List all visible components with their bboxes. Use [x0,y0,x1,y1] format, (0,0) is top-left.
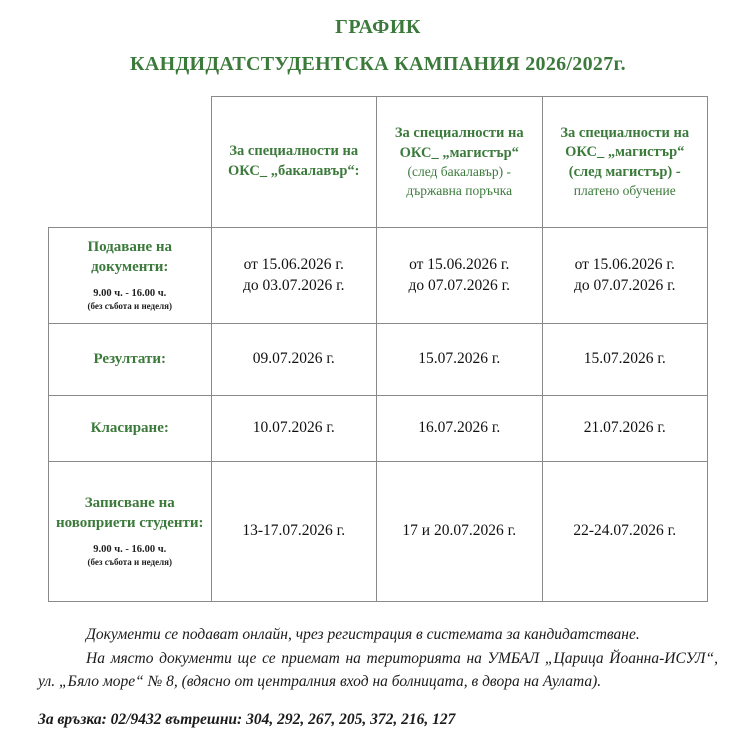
table-corner-cell [49,97,212,228]
page-title: ГРАФИК [335,16,421,38]
row-label-ranking [49,396,212,462]
row-label-documents-hours: 9.00 ч. - 16.00 ч. [93,288,167,300]
cell-ranking-master-state [377,396,543,462]
column-header-master-state [377,97,543,228]
row-label-ranking-text: Класиране: [90,419,169,436]
row-label-results-text: Резултати: [93,350,167,367]
cell-results-master-state-date: 15.07.2026 г. [418,350,501,368]
title-block [0,0,756,80]
cell-ranking-master-state-date: 16.07.2026 г. [418,419,501,437]
column-header-bachelor-main: За специалности на ОКС_ „бакалавър“: [228,143,360,179]
cell-results-bachelor-date: 09.07.2026 г. [252,350,335,368]
row-label-enrollment-days: (без събота и неделя) [87,556,172,567]
cell-enrollment-bachelor-date: 13-17.07.2026 г. [242,522,346,540]
cell-ranking-master-paid [542,396,708,462]
row-label-documents-days: (без събота и неделя) [87,300,172,311]
note-onsite-submission: На място документи ще се приемат на територията на УМБАЛ „Царица Йоанна-ИСУЛ“, ул. „Бяло море“ № 8, (вдясно от централния вход на болницата, в двора на Аулата). [38,650,718,690]
cell-documents-master-paid [542,228,708,324]
cell-documents-bachelor-to: до 03.07.2026 г. [242,276,345,294]
cell-documents-master-state-from: от 15.06.2026 г. [409,255,510,273]
cell-ranking-bachelor-date: 10.07.2026 г. [252,419,335,437]
column-header-master-paid-main: За специалности на ОКС_ „магистър“ (след магистър) - [560,124,690,180]
row-label-enrollment [49,462,212,602]
cell-documents-master-state-to: до 07.07.2026 г. [408,276,511,294]
cell-enrollment-master-state [377,462,543,602]
cell-results-bachelor [211,324,377,396]
column-header-bachelor [211,97,377,228]
cell-documents-bachelor-from: от 15.06.2026 г. [243,255,344,273]
row-label-documents-text: Подаване на документи: [87,239,173,275]
table-row [49,228,708,324]
column-header-master-paid-sub: платено обучение [573,183,676,199]
note-online-submission: Документи се подават онлайн, чрез регистрация в системата за кандидатстване. [86,626,640,643]
cell-ranking-bachelor [211,396,377,462]
cell-documents-master-paid-from: от 15.06.2026 г. [574,255,675,273]
cell-enrollment-bachelor [211,462,377,602]
cell-documents-master-paid-to: до 07.07.2026 г. [573,276,676,294]
cell-documents-bachelor [211,228,377,324]
cell-enrollment-master-paid [542,462,708,602]
cell-enrollment-master-state-date: 17 и 20.07.2026 г. [402,522,517,540]
cell-ranking-master-paid-date: 21.07.2026 г. [583,419,666,437]
row-label-enrollment-text: Записване на новоприети студенти: [55,495,204,531]
row-label-documents [49,228,212,324]
column-header-master-state-main: За специалности на ОКС_ „магистър“ [394,125,524,161]
row-label-enrollment-hours: 9.00 ч. - 16.00 ч. [93,544,167,556]
cell-enrollment-master-paid-date: 22-24.07.2026 г. [573,522,677,540]
cell-results-master-paid [542,324,708,396]
schedule-table [48,96,708,602]
table-row [49,324,708,396]
table-row [49,396,708,462]
column-header-master-paid [542,97,708,228]
notes-block [38,624,718,693]
table-row [49,462,708,602]
table-header-row [49,97,708,228]
contact-line: За връзка: 02/9432 вътрешни: 304, 292, 267, 205, 372, 216, 127 [38,711,456,729]
row-label-results [49,324,212,396]
page-subtitle: КАНДИДАТСТУДЕНТСКА КАМПАНИЯ 2026/2027г. [130,53,626,75]
cell-results-master-state [377,324,543,396]
cell-results-master-paid-date: 15.07.2026 г. [583,350,666,368]
cell-documents-master-state [377,228,543,324]
column-header-master-state-sub: (след бакалавър) - държавна поръчка [406,164,513,198]
